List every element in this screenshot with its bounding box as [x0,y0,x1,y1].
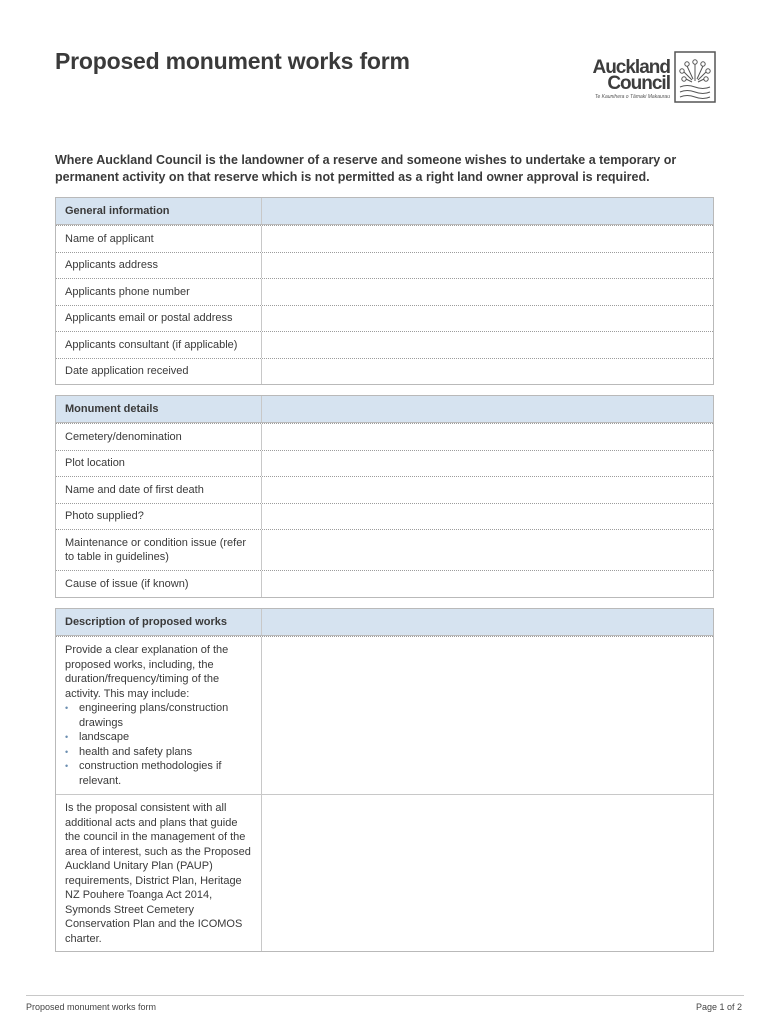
works-explanation-field[interactable] [262,637,713,794]
condition-issue-field[interactable] [262,530,713,570]
table-row [56,503,713,530]
table-row [56,423,713,450]
table-row [56,225,713,252]
table-row [56,252,713,279]
proposed-works-table [55,608,714,952]
field-label: Maintenance or condition issue (refer to table in guidelines) [56,530,262,570]
auckland-council-logo [560,48,720,108]
intro-text: Where Auckland Council is the landowner of a reserve and someone wishes to undertake a temporary or permanent activity on that reserve which is not permitted as a right land owner approval is required. [55,153,677,184]
logo-word-auckland: Auckland [592,57,670,78]
photo-supplied-field[interactable] [262,504,713,530]
field-label: Plot location [56,451,262,477]
plot-location-field[interactable] [262,451,713,477]
field-label: Cemetery/denomination [56,424,262,450]
field-label: Applicants phone number [56,279,262,305]
list-item: • landscape [65,730,252,745]
explanation-bullet-list [65,701,252,788]
header-blank-cell [262,198,713,224]
field-label: Name and date of first death [56,477,262,503]
table-header-row [56,396,713,423]
field-label: Applicants consultant (if applicable) [56,332,262,358]
applicant-address-field[interactable] [262,253,713,279]
first-death-field[interactable] [262,477,713,503]
explanation-label [56,637,262,794]
applicant-consultant-field[interactable] [262,332,713,358]
field-label: Name of applicant [56,226,262,252]
field-label: Applicants email or postal address [56,306,262,332]
table-row [56,529,713,570]
page-number: Page 1 of 2 [695,1002,742,1012]
table-row [56,476,713,503]
field-label: Cause of issue (if known) [56,571,262,597]
logo-word-council: Council [607,73,670,94]
date-received-field[interactable] [262,359,713,385]
applicant-name-field[interactable] [262,226,713,252]
table-row [56,636,713,794]
consistency-field[interactable] [262,795,713,951]
general-information-heading: General information [56,198,262,224]
page-title: Proposed monument works form [55,48,410,74]
cemetery-denomination-field[interactable] [262,424,713,450]
general-information-table [55,197,714,385]
logo-tagline: Te Kaunihera o Tāmaki Makaurau [594,94,670,100]
table-row [56,305,713,332]
explanation-intro: Provide a clear explanation of the proposed works, including, the duration/frequency/timing of the activity. This may include: [65,644,229,700]
list-item: • engineering plans/construction drawings [65,701,252,730]
table-row [56,794,713,951]
footer-divider [26,995,744,996]
table-header-row [56,609,713,636]
footer-document-title: Proposed monument works form [26,1002,157,1012]
list-item: • construction methodologies if relevant. [65,759,252,788]
consistency-label: Is the proposal consistent with all additional acts and plans that guide the council in the management of the area of interest, such as the Proposed Auckland Unitary Plan (PAUP) requirements, District Plan, Heritage NZ Pouhere Toanga Act 2014, Symonds Street Cemetery Conservation Plan and the ICOMOS charter. [56,795,262,951]
field-label: Applicants address [56,253,262,279]
header-blank-cell [262,396,713,422]
table-row [56,331,713,358]
header-blank-cell [262,609,713,635]
list-item: • health and safety plans [65,745,252,760]
field-label: Date application received [56,359,262,385]
table-row [56,570,713,597]
applicant-email-field[interactable] [262,306,713,332]
proposed-works-heading: Description of proposed works [56,609,262,635]
cause-of-issue-field[interactable] [262,571,713,597]
table-header-row [56,198,713,225]
table-row [56,450,713,477]
applicant-phone-field[interactable] [262,279,713,305]
monument-details-heading: Monument details [56,396,262,422]
monument-details-table [55,395,714,598]
table-row [56,278,713,305]
field-label: Photo supplied? [56,504,262,530]
table-row [56,358,713,385]
pohutukawa-emblem-icon [674,51,716,103]
